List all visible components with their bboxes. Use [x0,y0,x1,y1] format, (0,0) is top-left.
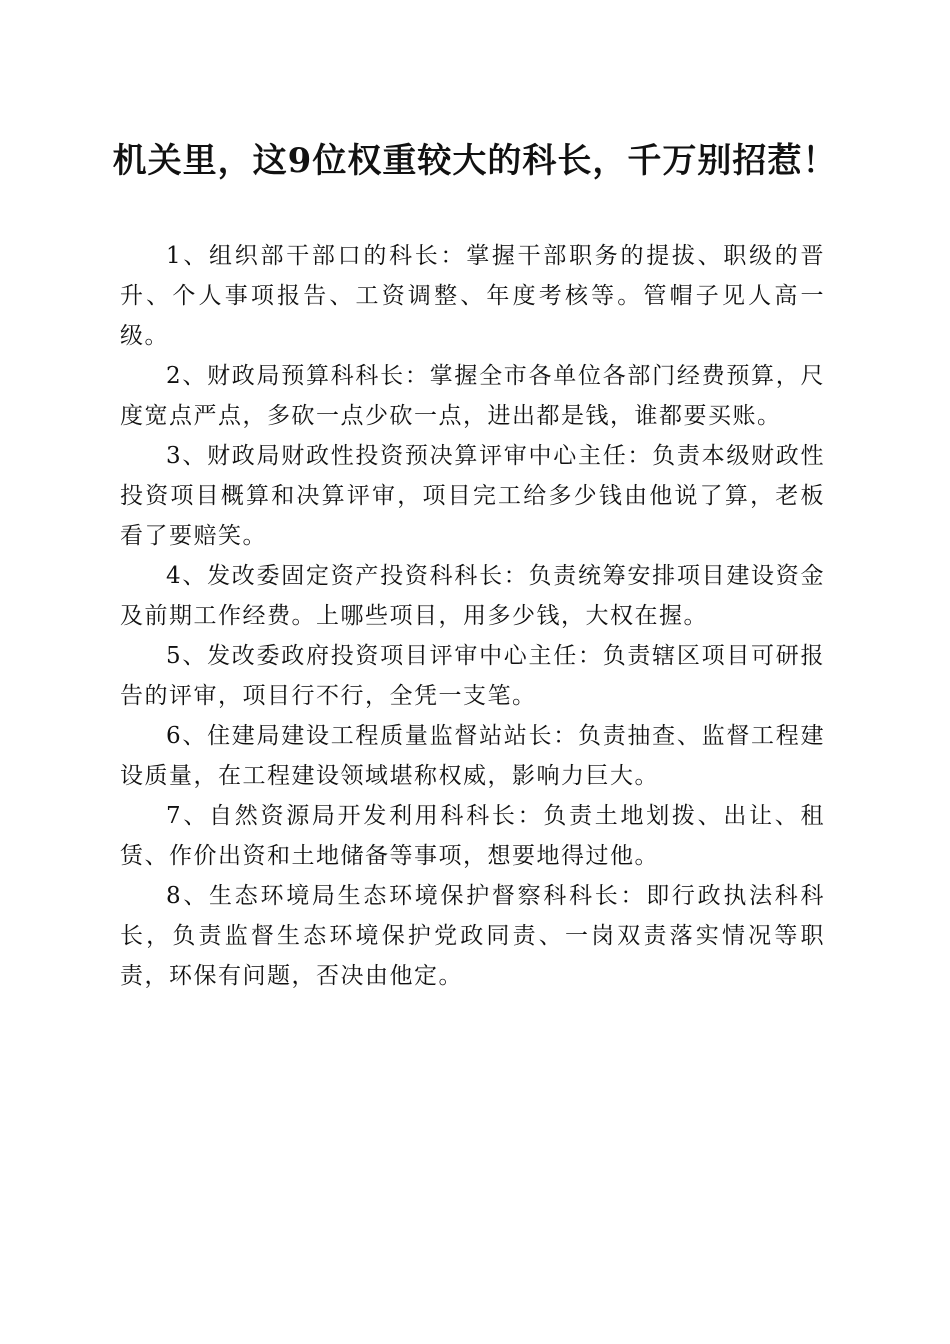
paragraph-2: 2、财政局预算科科长：掌握全市各单位各部门经费预算，尺度宽点严点，多砍一点少砍一点，进出都是钱，谁都要买账。 [120,363,825,429]
paragraph-1: 1、组织部干部口的科长：掌握干部职务的提拔、职级的晋升、个人事项报告、工资调整、年度考核等。管帽子见人高一级。 [120,243,825,349]
paragraph-8: 8、生态环境局生态环境保护督察科科长：即行政执法科科长，负责监督生态环境保护党政同责、一岗双责落实情况等职责，环保有问题，否决由他定。 [120,883,825,989]
document-body [120,236,825,996]
paragraph-7: 7、自然资源局开发利用科科长：负责土地划拨、出让、租赁、作价出资和土地储备等事项，想要地得过他。 [120,803,825,869]
paragraph-4: 4、发改委固定资产投资科科长：负责统筹安排项目建设资金及前期工作经费。上哪些项目，用多少钱，大权在握。 [120,563,825,629]
paragraph-6: 6、住建局建设工程质量监督站站长：负责抽查、监督工程建设质量，在工程建设领域堪称权威，影响力巨大。 [120,723,825,789]
paragraph-5: 5、发改委政府投资项目评审中心主任：负责辖区项目可研报告的评审，项目行不行，全凭一支笔。 [120,643,825,709]
paragraph-3: 3、财政局财政性投资预决算评审中心主任：负责本级财政性投资项目概算和决算评审，项目完工给多少钱由他说了算，老板看了要赔笑。 [120,443,825,549]
document-title: 机关里，这9位权重较大的科长，千万别招惹！ [112,141,838,181]
